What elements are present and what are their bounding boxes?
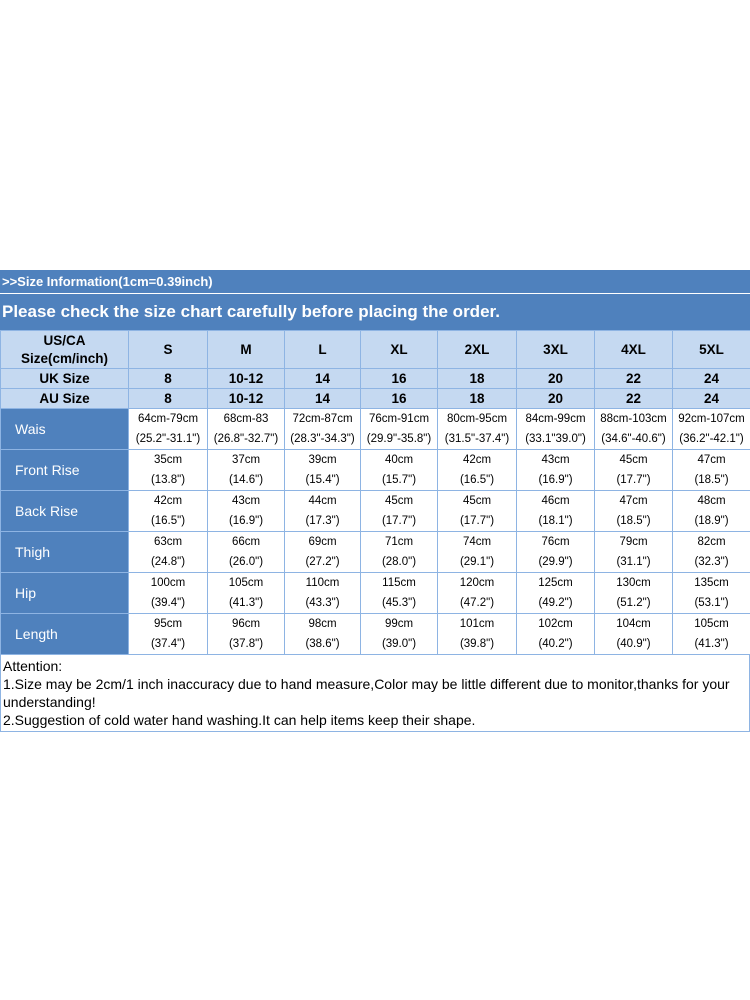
value-cm: 46cm: [541, 495, 570, 507]
value-inch: (41.3"): [228, 597, 264, 609]
value-inch: (34.6"-40.6"): [601, 433, 666, 445]
measurement-label: Back Rise: [1, 491, 129, 532]
measurement-cell: [285, 409, 361, 450]
measurement-cell: [595, 409, 673, 450]
au-size-value: 20: [517, 389, 595, 409]
value-inch: (37.4"): [150, 638, 186, 650]
measurement-cell: [208, 614, 285, 655]
uk-size-value: 8: [129, 369, 208, 389]
measurement-cell: [361, 614, 438, 655]
measurement-cell: [438, 573, 517, 614]
size-chart: [0, 270, 750, 732]
size-header: XL: [361, 331, 438, 369]
measurement-cell: [285, 491, 361, 532]
attention-line-1: 1.Size may be 2cm/1 inch inaccuracy due to hand measure,Color may be little different due to monitor,thanks for your understanding!: [3, 676, 730, 710]
value-inch: (18.5"): [616, 515, 651, 527]
uk-size-row: [1, 369, 750, 389]
measurement-row: [1, 491, 750, 532]
value-inch: (47.2"): [459, 597, 495, 609]
measurement-cell: [517, 409, 595, 450]
uk-size-label: UK Size: [1, 369, 129, 389]
measurement-label: Hip: [1, 573, 129, 614]
corner-line-2: Size(cm/inch): [20, 350, 109, 366]
value-cm: 47cm: [619, 495, 648, 507]
measurement-cell: [129, 409, 208, 450]
value-cm: 39cm: [308, 454, 337, 466]
value-cm: 84cm-99cm: [525, 413, 586, 425]
value-cm: 96cm: [231, 618, 261, 630]
measurement-label: Thigh: [1, 532, 129, 573]
size-header: 3XL: [517, 331, 595, 369]
value-inch: (32.3"): [694, 556, 729, 568]
measurement-cell: [595, 532, 673, 573]
au-size-value: 16: [361, 389, 438, 409]
measurement-cell: [361, 491, 438, 532]
measurement-cell: [208, 491, 285, 532]
value-inch: (33.1"39.0"): [525, 433, 586, 445]
value-cm: 72cm-87cm: [292, 413, 353, 425]
value-cm: 105cm: [694, 618, 729, 630]
measurement-cell: [129, 532, 208, 573]
measurement-cell: [361, 573, 438, 614]
value-inch: (49.2"): [538, 597, 573, 609]
value-cm: 42cm: [153, 495, 183, 507]
measurement-cell: [517, 491, 595, 532]
measurement-cell: [129, 573, 208, 614]
measurement-cell: [438, 409, 517, 450]
value-cm: 98cm: [308, 618, 337, 630]
measurement-cell: [673, 532, 750, 573]
measurement-cell: [208, 532, 285, 573]
value-inch: (18.5"): [694, 474, 729, 486]
value-cm: 125cm: [538, 577, 573, 589]
measurement-row: [1, 532, 750, 573]
measurement-cell: [673, 450, 750, 491]
value-inch: (45.3"): [381, 597, 417, 609]
measurement-cell: [285, 532, 361, 573]
value-inch: (39.8"): [459, 638, 495, 650]
measurement-cell: [595, 491, 673, 532]
value-inch: (27.2"): [305, 556, 340, 568]
measurement-cell: [595, 614, 673, 655]
value-cm: 42cm: [462, 454, 492, 466]
value-cm: 76cm: [541, 536, 570, 548]
value-cm: 69cm: [308, 536, 337, 548]
measurement-cell: [438, 532, 517, 573]
value-inch: (40.9"): [616, 638, 651, 650]
value-cm: 45cm: [462, 495, 492, 507]
measurement-cell: [129, 491, 208, 532]
value-cm: 102cm: [538, 618, 573, 630]
au-size-value: 10-12: [208, 389, 285, 409]
value-inch: (28.3"-34.3"): [290, 433, 355, 445]
measurement-cell: [517, 450, 595, 491]
value-inch: (31.5"-37.4"): [444, 433, 510, 445]
measurement-cell: [285, 573, 361, 614]
value-cm: 68cm-83: [223, 413, 269, 425]
size-header: S: [129, 331, 208, 369]
value-cm: 74cm: [462, 536, 492, 548]
value-cm: 48cm: [697, 495, 726, 507]
size-header: M: [208, 331, 285, 369]
value-inch: (15.7"): [381, 474, 417, 486]
value-inch: (17.7"): [616, 474, 651, 486]
uk-size-value: 24: [673, 369, 750, 389]
measurement-label: Length: [1, 614, 129, 655]
value-inch: (16.5"): [150, 515, 186, 527]
value-cm: 43cm: [541, 454, 570, 466]
value-cm: 130cm: [616, 577, 651, 589]
value-inch: (29.1"): [459, 556, 495, 568]
measurement-cell: [673, 614, 750, 655]
value-inch: (36.2"-42.1"): [679, 433, 744, 445]
au-size-value: 8: [129, 389, 208, 409]
size-header: 5XL: [673, 331, 750, 369]
value-inch: (13.8"): [150, 474, 186, 486]
value-cm: 40cm: [384, 454, 414, 466]
measurement-cell: [208, 573, 285, 614]
value-inch: (39.0"): [381, 638, 417, 650]
value-cm: 63cm: [153, 536, 183, 548]
uk-size-value: 18: [438, 369, 517, 389]
value-inch: (16.9"): [228, 515, 264, 527]
value-cm: 95cm: [153, 618, 183, 630]
value-inch: (24.8"): [150, 556, 186, 568]
corner-header: [1, 331, 129, 369]
value-inch: (38.6"): [305, 638, 340, 650]
measurement-cell: [438, 450, 517, 491]
au-size-row: [1, 389, 750, 409]
au-size-value: 24: [673, 389, 750, 409]
au-size-value: 22: [595, 389, 673, 409]
value-inch: (17.7"): [459, 515, 495, 527]
value-inch: (16.9"): [538, 474, 573, 486]
size-table: [0, 330, 750, 655]
value-cm: 35cm: [153, 454, 183, 466]
value-inch: (41.3"): [694, 638, 729, 650]
value-cm: 99cm: [384, 618, 414, 630]
value-cm: 64cm-79cm: [137, 413, 199, 425]
measurement-label: Front Rise: [1, 450, 129, 491]
value-cm: 66cm: [231, 536, 261, 548]
measurement-cell: [517, 532, 595, 573]
attention-notes: [0, 655, 750, 732]
measurement-row: [1, 614, 750, 655]
value-cm: 76cm-91cm: [368, 413, 430, 425]
value-cm: 45cm: [619, 454, 648, 466]
value-cm: 43cm: [231, 495, 261, 507]
measurement-row: [1, 450, 750, 491]
measurement-cell: [673, 409, 750, 450]
value-inch: (28.0"): [381, 556, 417, 568]
measurement-cell: [438, 614, 517, 655]
value-cm: 120cm: [459, 577, 495, 589]
value-inch: (17.7"): [381, 515, 417, 527]
value-inch: (37.8"): [228, 638, 264, 650]
value-inch: (31.1"): [616, 556, 651, 568]
uk-size-value: 16: [361, 369, 438, 389]
value-cm: 92cm-107cm: [678, 413, 745, 425]
au-size-value: 14: [285, 389, 361, 409]
value-cm: 71cm: [384, 536, 414, 548]
value-inch: (18.9"): [694, 515, 729, 527]
value-cm: 37cm: [231, 454, 261, 466]
uk-size-value: 10-12: [208, 369, 285, 389]
value-inch: (17.3"): [305, 515, 340, 527]
value-inch: (39.4"): [150, 597, 186, 609]
value-inch: (51.2"): [616, 597, 651, 609]
value-cm: 44cm: [308, 495, 337, 507]
uk-size-value: 20: [517, 369, 595, 389]
value-inch: (26.8"-32.7"): [213, 433, 279, 445]
measurement-cell: [361, 450, 438, 491]
value-inch: (29.9"-35.8"): [366, 433, 432, 445]
measurement-cell: [208, 450, 285, 491]
header-row: [1, 331, 750, 369]
measurement-cell: [595, 573, 673, 614]
value-inch: (14.6"): [228, 474, 264, 486]
notice-banner: Please check the size chart carefully before placing the order.: [0, 294, 750, 330]
value-cm: 115cm: [382, 577, 416, 589]
value-cm: 105cm: [228, 577, 264, 589]
au-size-label: AU Size: [1, 389, 129, 409]
value-cm: 110cm: [305, 577, 340, 589]
measurement-cell: [517, 614, 595, 655]
measurement-cell: [517, 573, 595, 614]
attention-line-2: 2.Suggestion of cold water hand washing.It can help items keep their shape.: [3, 712, 476, 728]
measurement-cell: [129, 614, 208, 655]
au-size-value: 18: [438, 389, 517, 409]
measurement-cell: [438, 491, 517, 532]
corner-line-1: US/CA: [43, 332, 86, 348]
uk-size-value: 14: [285, 369, 361, 389]
measurement-cell: [673, 491, 750, 532]
value-cm: 79cm: [619, 536, 648, 548]
value-inch: (53.1"): [694, 597, 729, 609]
measurement-cell: [595, 450, 673, 491]
value-cm: 101cm: [459, 618, 495, 630]
value-cm: 80cm-95cm: [446, 413, 508, 425]
measurement-cell: [361, 409, 438, 450]
measurement-cell: [285, 450, 361, 491]
size-info-banner: >>Size Information(1cm=0.39inch): [0, 270, 750, 294]
size-header: 2XL: [438, 331, 517, 369]
measurement-cell: [361, 532, 438, 573]
value-cm: 100cm: [150, 577, 186, 589]
value-cm: 82cm: [697, 536, 726, 548]
measurement-cell: [673, 573, 750, 614]
measurement-label: Wais: [1, 409, 129, 450]
value-cm: 47cm: [697, 454, 726, 466]
value-inch: (16.5"): [459, 474, 495, 486]
value-inch: (18.1"): [538, 515, 573, 527]
measurement-cell: [208, 409, 285, 450]
value-cm: 88cm-103cm: [600, 413, 667, 425]
value-inch: (43.3"): [305, 597, 340, 609]
value-inch: (25.2"-31.1"): [135, 433, 201, 445]
measurement-cell: [285, 614, 361, 655]
value-inch: (29.9"): [538, 556, 573, 568]
value-inch: (40.2"): [538, 638, 573, 650]
value-inch: (15.4"): [305, 474, 340, 486]
value-cm: 45cm: [384, 495, 414, 507]
measurement-row: [1, 573, 750, 614]
measurement-row: [1, 409, 750, 450]
value-inch: (26.0"): [228, 556, 264, 568]
measurement-cell: [129, 450, 208, 491]
size-header: 4XL: [595, 331, 673, 369]
value-cm: 135cm: [694, 577, 729, 589]
attention-title: Attention:: [3, 658, 63, 674]
uk-size-value: 22: [595, 369, 673, 389]
size-header: L: [285, 331, 361, 369]
value-cm: 104cm: [616, 618, 651, 630]
